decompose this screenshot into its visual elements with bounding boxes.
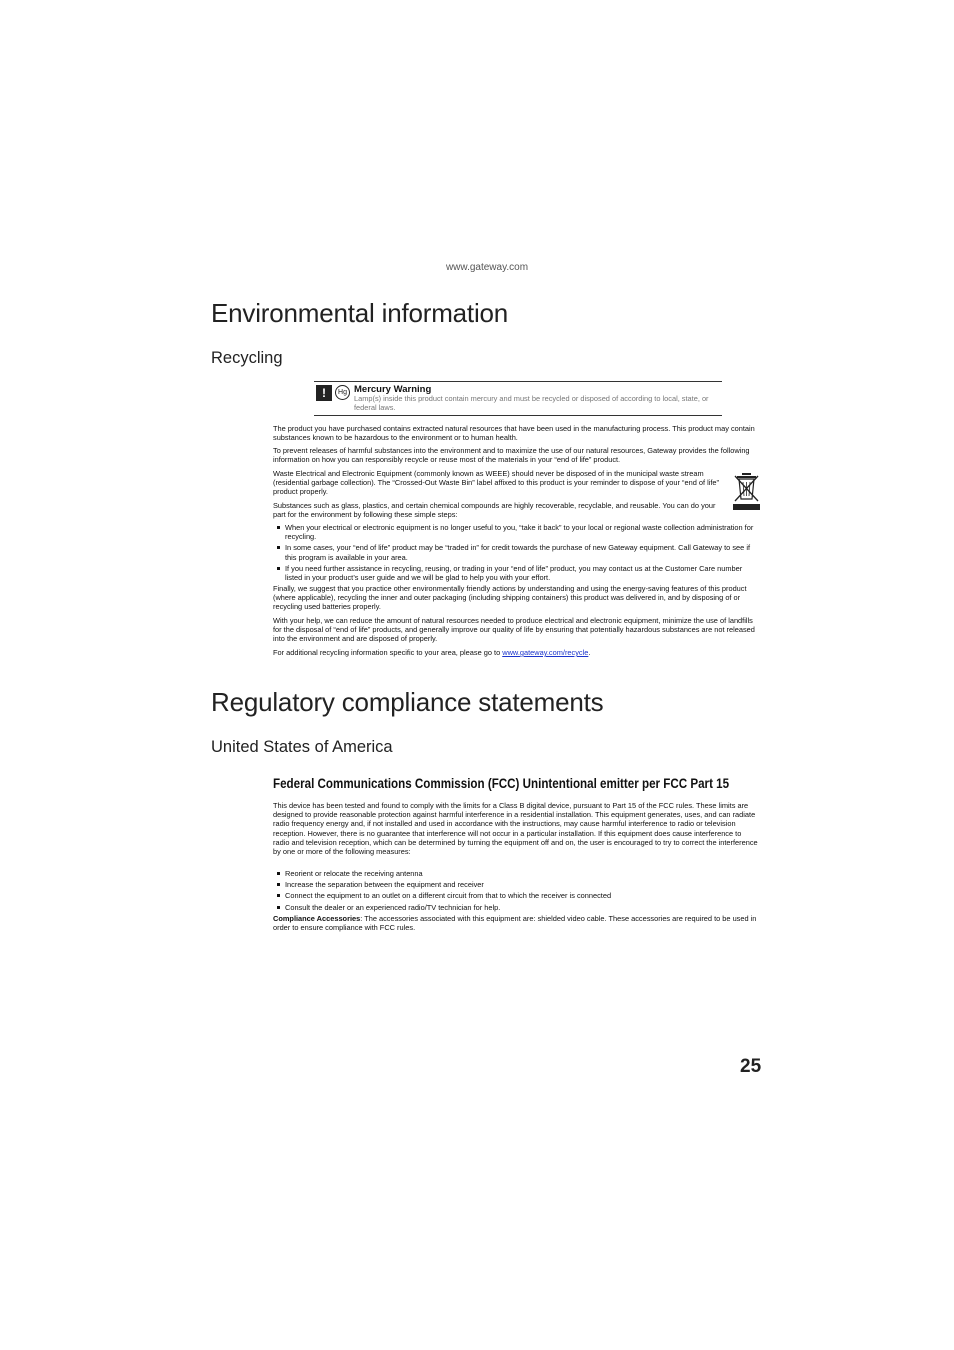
environmental-title: Environmental information	[211, 298, 509, 328]
additional-prefix: For additional recycling information specific to your area, please go to	[273, 648, 503, 657]
env-paragraph-help: With your help, we can reduce the amount of natural resources needed to produce electrical and electronic equipment, minimize the use of landfills for the disposal of “end of life” products, and generally improve our quality of life by ensuring that potentially hazardous substances are not released into the environment and are disposed of properly.	[273, 616, 755, 644]
list-item: When your electrical or electronic equipment is no longer useful to you, “take it back” to your local or regional waste collection administration for recycling.	[273, 523, 759, 541]
list-item: Connect the equipment to an outlet on a different circuit from that to which the receiver is connected	[273, 891, 759, 900]
recycle-link[interactable]: www.gateway.com/recycle	[502, 648, 589, 657]
recycling-steps-list	[273, 523, 759, 584]
list-item: Increase the separation between the equipment and receiver	[273, 880, 759, 889]
accessories-label: Compliance Accessories	[273, 914, 361, 923]
warning-icon: !	[316, 385, 332, 401]
fcc-heading: Federal Communications Commission (FCC) Unintentional emitter per FCC Part 15	[273, 776, 730, 791]
site-url: www.gateway.com	[445, 262, 529, 273]
fcc-paragraph: This device has been tested and found to comply with the limits for a Class B digital device, pursuant to Part 15 of the FCC rules. These limits are designed to provide reasonable protection against harmful interference in a residential installation. This equipment generates, uses, and can radiate radio frequency energy and, if not installed and used in accordance with the instructions, may cause harmful interference to radio or television reception. However, there is no guarantee that interference will not occur in a particular installation. If this equipment does cause interference to radio and television reception, which can be determined by turning the equipment off and on, the user is encouraged to try to correct the interference by one or more of the following measures:	[273, 801, 758, 857]
page-number: 25	[740, 1056, 762, 1077]
list-item: In some cases, your “end of life” product may be “traded in” for credit towards the purchase of new Gateway equipment. Call Gateway to see if this program is available in your area.	[273, 543, 759, 561]
list-item: Consult the dealer or an experienced radio/TV technician for help.	[273, 903, 759, 912]
fcc-measures-list	[273, 869, 759, 914]
env-paragraph-1: The product you have purchased contains extracted natural resources that have been used in the manufacturing process. This product may contain substances known to be hazardous to the environment or to human health.	[273, 424, 755, 443]
compliance-accessories	[273, 914, 759, 932]
additional-suffix: .	[588, 648, 591, 657]
crossed-out-bin-icon	[733, 472, 760, 510]
mercury-icon: Hg	[335, 385, 350, 400]
list-item: If you need further assistance in recycling, reusing, or trading in your “end of life” product, you may contact us at the Customer Care number listed in your product’s user guide and we will be glad to help you with your effort.	[273, 564, 759, 582]
env-paragraph-4: Substances such as glass, plastics, and certain chemical compounds are highly recoverable, recyclable, and reusable. You can do your part for the environment by following these simple steps:	[273, 501, 716, 520]
recycling-heading: Recycling	[211, 349, 283, 367]
usa-heading: United States of America	[211, 738, 393, 756]
regulatory-title: Regulatory compliance statements	[211, 687, 604, 717]
mercury-warning-box	[314, 381, 722, 416]
env-paragraph-weee: Waste Electrical and Electronic Equipment (commonly known as WEEE) should never be disposed of in the municipal waste stream (residential garbage collection). The “Crossed-Out Waste Bin” label affixed to this product is your reminder to dispose of your “end of life” product properly.	[273, 469, 719, 497]
env-paragraph-2: To prevent releases of harmful substances into the environment and to maximize the use of our natural resources, Gateway provides the following information on how you can responsibly recycle or reuse most of the materials in your “end of life” product.	[273, 446, 750, 465]
accessories-text: : The accessories associated with this equipment are: shielded video cable. These accessories are required to be used in order to ensure compliance with FCC rules.	[273, 914, 757, 933]
env-paragraph-additional	[273, 648, 759, 657]
env-paragraph-finally: Finally, we suggest that you practice other environmentally friendly actions by understanding and using the energy-saving features of this product (where applicable), recycling the inner and outer packaging (including shipping containers) this product was delivered in, and by disposing of or recycling used batteries properly.	[273, 584, 747, 612]
warning-title: Mercury Warning	[354, 384, 432, 395]
warning-text: Lamp(s) inside this product contain mercury and must be recycled or disposed of according to local, state, or federal laws.	[354, 394, 709, 412]
list-item: Reorient or relocate the receiving antenna	[273, 869, 759, 878]
